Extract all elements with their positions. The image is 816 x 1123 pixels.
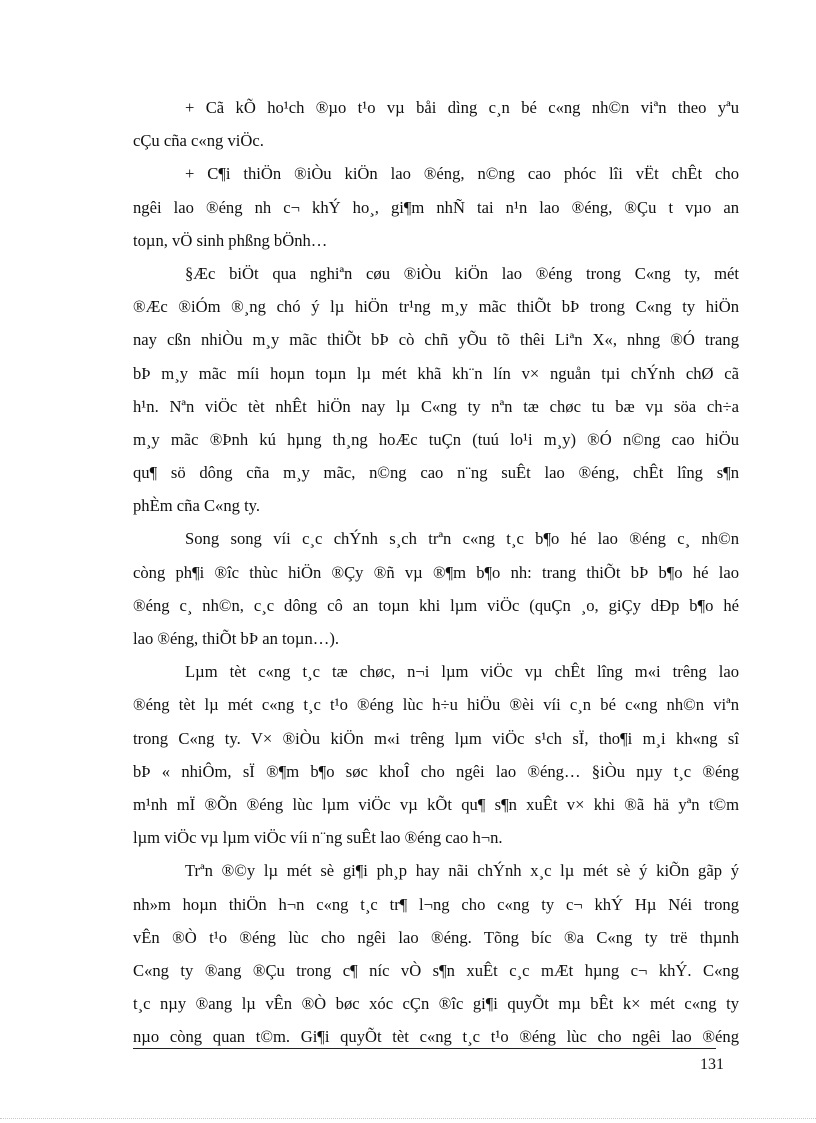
text-line: nµo còng quan t©m. Gi¶i quyÕt tèt c«ng t¸c t¹o ®éng lùc cho ngêi lao ®éng [133, 1027, 739, 1047]
text-line: trong C«ng ty. V× ®iÒu kiÖn m«i trêng lµm viÖc s¹ch sÏ, tho¶i m¸i kh«ng sî [133, 728, 739, 748]
text-line: phÈm cña C«ng ty. [133, 496, 261, 516]
text-line: §Æc biÖt qua nghiªn cøu ®iÒu kiÖn lao ®éng trong C«ng ty, mét [185, 263, 739, 283]
text-line: vÊn ®Ò t¹o ®éng lùc cho ngêi lao ®éng. Tõng bíc ®a C«ng ty trë thµnh [133, 927, 739, 947]
text-line: bÞ « nhiÔm, sÏ ®¶m b¶o søc khoÎ cho ngêi lao ®éng… §iÒu nµy t¸c ®éng [133, 761, 739, 781]
text-line: ®éng c¸ nh©n, c¸c dông cô an toµn khi lµm viÖc (quÇn ¸o, giÇy dÐp b¶o hé [133, 595, 739, 615]
text-line: toµn, vÖ sinh phßng bÖnh… [133, 230, 328, 250]
text-line: lao ®éng, thiÕt bÞ an toµn…). [133, 629, 340, 648]
text-line: cÇu cña c«ng viÖc. [133, 131, 264, 151]
text-line: ngêi lao ®éng nh c¬ khÝ ho¸, gi¶m nhÑ tai n¹n lao ®éng, ®Çu t vµo an [133, 197, 739, 217]
text-line: m¸y mãc ®Þnh kú hµng th¸ng hoÆc tuÇn (tuú lo¹i m¸y) ®Ó n©ng cao hiÖu [133, 429, 739, 449]
text-line: Trªn ®©y lµ mét sè gi¶i ph¸p hay nãi chÝnh x¸c lµ mét sè ý kiÕn gãp ý [185, 861, 739, 881]
body-text [133, 91, 739, 1053]
footer-divider [133, 1048, 716, 1049]
text-line: m¹nh mÏ ®Õn ®éng lùc lµm viÖc vµ kÕt qu¶ s¶n xuÊt v× khi ®ã hä yªn t©m [133, 794, 739, 814]
text-line: bÞ m¸y mãc míi hoµn toµn lµ mét khã kh¨n lín v× nguån tµi chÝnh chØ cã [133, 363, 739, 383]
text-line: + C¶i thiÖn ®iÒu kiÖn lao ®éng, n©ng cao phóc lîi vËt chÊt cho [185, 164, 739, 184]
text-line: Song song víi c¸c chÝnh s¸ch trªn c«ng t¸c b¶o hé lao ®éng c¸ nh©n [185, 529, 739, 549]
text-line: còng ph¶i ®îc thùc hiÖn ®Çy ®ñ vµ ®¶m b¶o nh: trang thiÕt bÞ b¶o hé lao [133, 562, 739, 582]
page-number: 131 [700, 1056, 724, 1073]
text-line: ®Æc ®iÓm ®¸ng chó ý lµ hiÖn tr¹ng m¸y mãc thiÕt bÞ trong C«ng ty hiÖn [133, 297, 739, 317]
text-line: qu¶ sö dông cña m¸y mãc, n©ng cao n¨ng suÊt lao ®éng, chÊt lîng s¶n [133, 463, 739, 483]
text-line: + Cã kÕ ho¹ch ®µo t¹o vµ båi dìng c¸n bé c«ng nh©n viªn theo yªu [185, 98, 739, 117]
page-bottom-dotted-border [0, 1118, 816, 1119]
text-line: nh»m hoµn thiÖn h¬n c«ng t¸c tr¶ l¬ng cho c«ng ty c¬ khÝ Hµ Néi trong [133, 894, 739, 914]
text-line: t¸c nµy ®ang lµ vÊn ®Ò bøc xóc cÇn ®îc gi¶i quyÕt mµ bÊt k× mét c«ng ty [133, 994, 739, 1014]
text-line: h¹n. Nªn viÖc tèt nhÊt hiÖn nay lµ C«ng ty nªn tæ chøc tu bæ vµ söa ch÷a [133, 396, 739, 416]
text-line: C«ng ty ®ang ®Çu trong c¶ níc vÒ s¶n xuÊt c¸c mÆt hµng c¬ khÝ. C«ng [133, 960, 739, 980]
text-line: nay cßn nhiÒu m¸y mãc thiÕt bÞ cò chñ yÕu tõ thêi Liªn X«, nhng ®Ó trang [133, 330, 739, 350]
text-line: Lµm tèt c«ng t¸c tæ chøc, n¬i lµm viÖc vµ chÊt lîng m«i trêng lao [185, 662, 739, 682]
text-line: ®éng tèt lµ mét c«ng t¸c t¹o ®éng lùc h÷u hiÖu ®èi víi c¸n bé c«ng nh©n viªn [133, 695, 739, 715]
text-line: lµm viÖc vµ lµm viÖc víi n¨ng suÊt lao ®éng cao h¬n. [133, 828, 503, 848]
